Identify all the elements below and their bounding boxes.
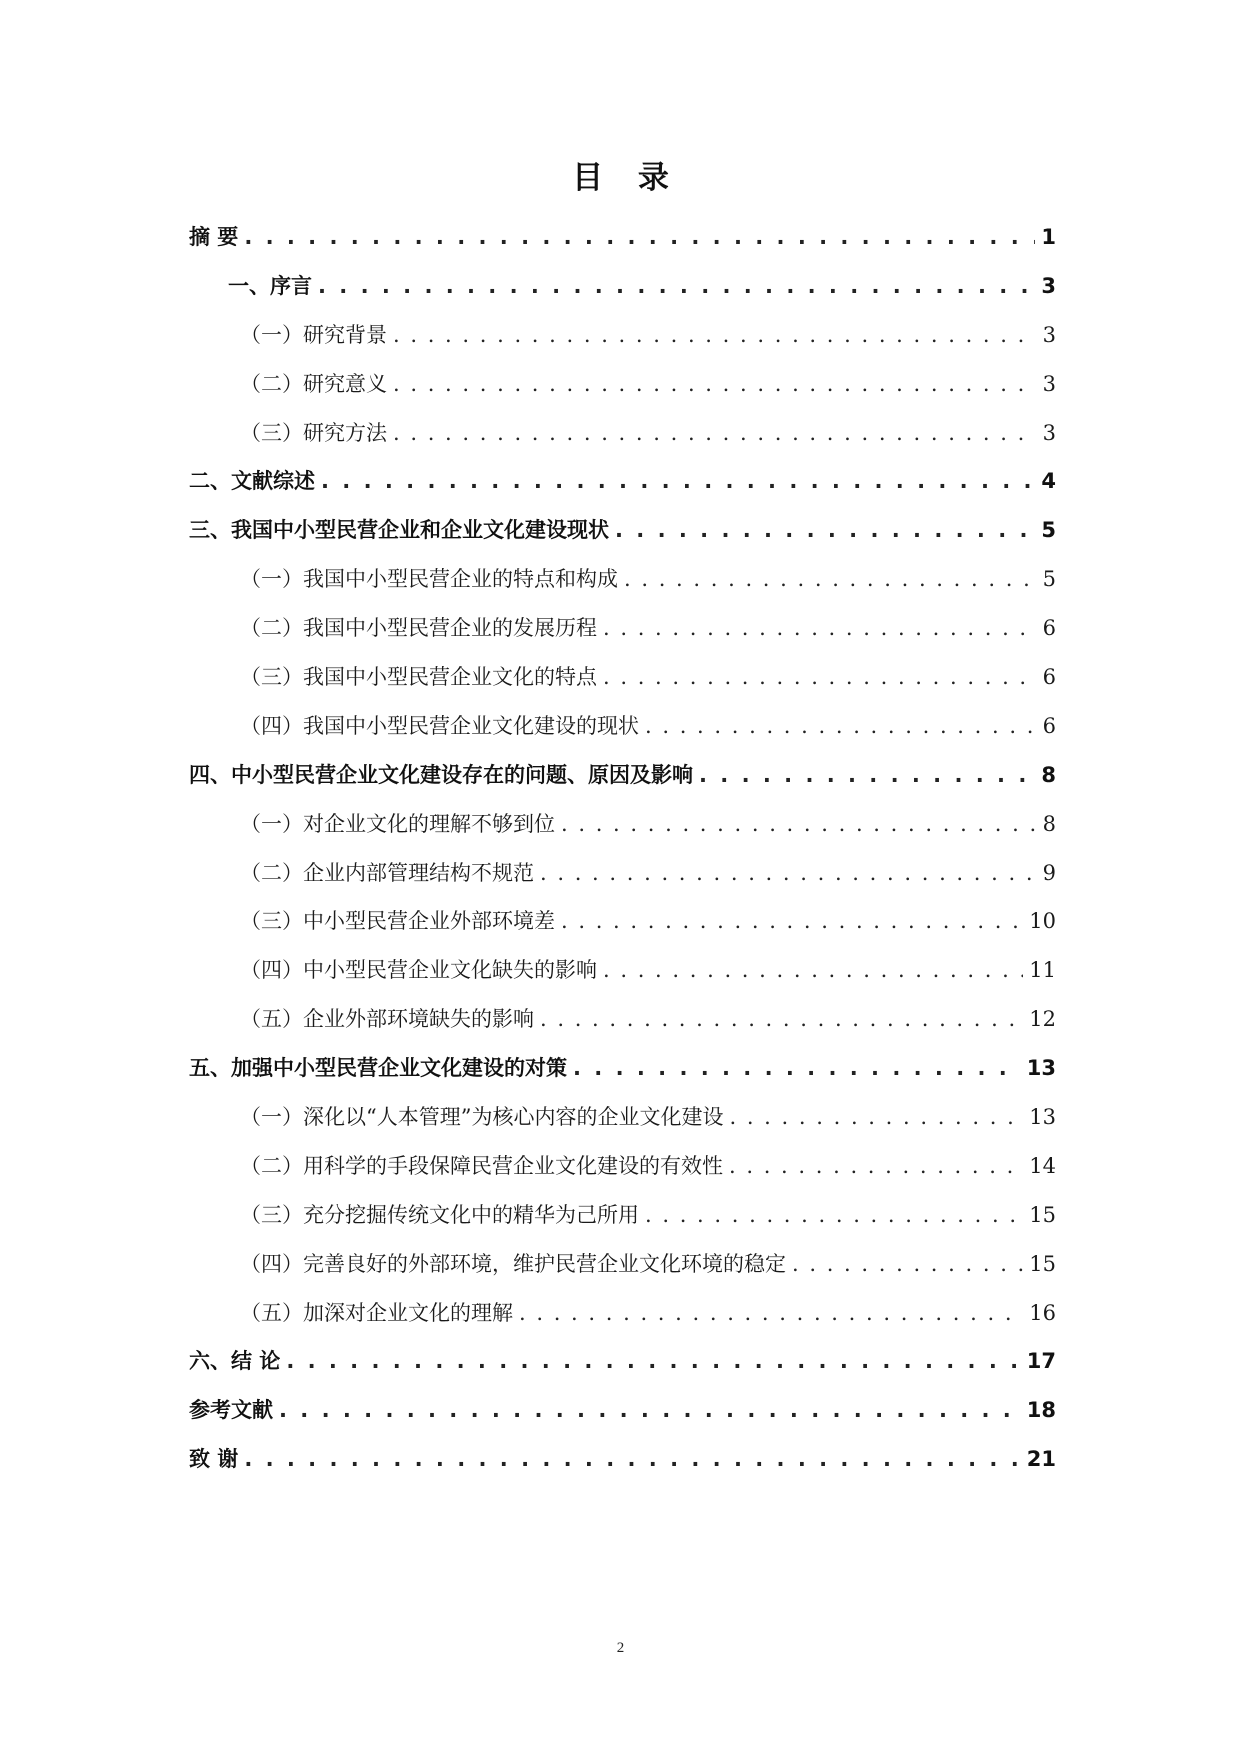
toc-entry-label: （三）充分挖掘传统文化中的精华为己所用 <box>240 1202 639 1227</box>
page-number: 2 <box>616 1640 625 1656</box>
toc-entry[interactable] <box>189 809 1056 858</box>
toc-entry[interactable] <box>189 564 1056 613</box>
toc-entry[interactable] <box>189 1444 1056 1493</box>
dot-leader <box>603 662 1037 692</box>
toc-entry[interactable] <box>189 1004 1056 1053</box>
toc-entry-label: （二）我国中小型民营企业的发展历程 <box>240 616 597 641</box>
toc-entry[interactable] <box>189 1200 1056 1249</box>
dot-leader <box>540 1004 1023 1034</box>
toc-entry-page-number: 17 <box>1026 1349 1056 1374</box>
dot-leader <box>321 466 1035 496</box>
dot-leader <box>603 955 1023 985</box>
page-title: 目 录 <box>572 160 681 196</box>
dot-leader <box>286 1346 1020 1376</box>
dot-leader <box>624 564 1037 594</box>
toc-entry-page-number: 6 <box>1042 665 1056 690</box>
toc-entry-page-number: 10 <box>1029 909 1056 934</box>
toc-entry[interactable] <box>189 1102 1056 1151</box>
toc-entry[interactable] <box>189 1249 1056 1298</box>
dot-leader <box>279 1395 1021 1425</box>
toc-entry-page-number: 15 <box>1029 1202 1056 1227</box>
toc-entry[interactable] <box>189 955 1056 1004</box>
dot-leader <box>561 906 1023 936</box>
toc-entry-label: （三）研究方法 <box>240 420 387 445</box>
toc-entry-label: 四、中小型民营企业文化建设存在的问题、原因及影响 <box>189 762 693 787</box>
toc-entry[interactable] <box>189 271 1056 320</box>
toc-entry[interactable] <box>189 369 1056 418</box>
toc-entry[interactable] <box>189 1395 1056 1444</box>
toc-entry-page-number: 9 <box>1042 860 1056 885</box>
dot-leader <box>645 1200 1023 1230</box>
toc-entry[interactable] <box>189 711 1056 760</box>
toc-entry-label: （一）深化以“人本管理”为核心内容的企业文化建设 <box>240 1105 724 1130</box>
toc-entry-page-number: 8 <box>1042 811 1056 836</box>
toc-entry-label: （五）加深对企业文化的理解 <box>240 1300 513 1325</box>
toc-entry[interactable] <box>189 1298 1056 1347</box>
toc-entry-label: （四）完善良好的外部环境，维护民营企业文化环境的稳定 <box>240 1251 786 1276</box>
dot-leader <box>244 222 1035 252</box>
toc-entry-page-number: 6 <box>1042 616 1056 641</box>
toc-entry[interactable] <box>189 222 1056 271</box>
toc-entry-page-number: 21 <box>1026 1447 1056 1472</box>
toc-entry-label: （一）研究背景 <box>240 322 387 347</box>
toc-entry-page-number: 12 <box>1029 1007 1056 1032</box>
toc-entry-label: 致 谢 <box>189 1447 239 1472</box>
toc-entry-page-number: 3 <box>1042 420 1056 445</box>
toc-entry-page-number: 3 <box>1042 371 1056 396</box>
toc-entry[interactable] <box>189 418 1056 467</box>
toc-entry-page-number: 18 <box>1026 1398 1056 1423</box>
toc-entry[interactable] <box>189 906 1056 955</box>
toc-entry-page-number: 5 <box>1041 518 1056 543</box>
toc-entry[interactable] <box>189 1053 1056 1102</box>
toc-entry[interactable] <box>189 320 1056 369</box>
toc-entry-page-number: 6 <box>1042 713 1056 738</box>
toc-entry[interactable] <box>189 613 1056 662</box>
toc-entry[interactable] <box>189 858 1056 907</box>
dot-leader <box>645 711 1037 741</box>
dot-leader <box>729 1151 1023 1181</box>
toc-entry-page-number: 3 <box>1042 322 1056 347</box>
toc-entry-label: （四）我国中小型民营企业文化建设的现状 <box>240 713 639 738</box>
toc-entry[interactable] <box>189 466 1056 515</box>
toc-entry-label: （二）研究意义 <box>240 371 387 396</box>
toc-entry-page-number: 13 <box>1029 1105 1056 1130</box>
toc-entry-label: 摘 要 <box>189 225 239 249</box>
toc-entry-label: （三）我国中小型民营企业文化的特点 <box>240 665 597 690</box>
toc-entry-label: （四）中小型民营企业文化缺失的影响 <box>240 958 597 983</box>
dot-leader <box>393 418 1037 448</box>
dot-leader <box>519 1298 1023 1328</box>
toc-entry[interactable] <box>189 515 1056 564</box>
toc-entry[interactable] <box>189 760 1056 809</box>
dot-leader <box>318 271 1035 301</box>
toc-entry-label: 三、我国中小型民营企业和企业文化建设现状 <box>189 518 609 543</box>
dot-leader <box>729 1102 1023 1132</box>
dot-leader <box>540 858 1037 888</box>
toc-entry-label: 六、结 论 <box>189 1349 281 1374</box>
toc-entry-label: （一）对企业文化的理解不够到位 <box>240 811 555 836</box>
toc-entry[interactable] <box>189 662 1056 711</box>
table-of-contents <box>189 222 1056 1493</box>
dot-leader <box>393 320 1037 350</box>
toc-entry[interactable] <box>189 1151 1056 1200</box>
toc-entry-page-number: 1 <box>1041 225 1056 249</box>
toc-entry-label: 二、文献综述 <box>189 469 315 494</box>
dot-leader <box>615 515 1035 545</box>
dot-leader <box>573 1053 1021 1083</box>
dot-leader <box>561 809 1037 839</box>
toc-entry-page-number: 16 <box>1029 1300 1056 1325</box>
toc-entry-page-number: 11 <box>1029 958 1056 983</box>
dot-leader <box>792 1249 1023 1279</box>
toc-entry-label: 五、加强中小型民营企业文化建设的对策 <box>189 1056 567 1081</box>
dot-leader <box>603 613 1037 643</box>
dot-leader <box>244 1444 1020 1474</box>
toc-entry-page-number: 8 <box>1041 762 1056 787</box>
toc-entry-label: （五）企业外部环境缺失的影响 <box>240 1007 534 1032</box>
toc-entry-label: （二）用科学的手段保障民营企业文化建设的有效性 <box>240 1153 723 1178</box>
dot-leader <box>393 369 1037 399</box>
toc-entry-label: 一、序言 <box>228 273 312 298</box>
toc-entry[interactable] <box>189 1346 1056 1395</box>
toc-entry-label: 参考文献 <box>189 1398 273 1423</box>
toc-entry-label: （二）企业内部管理结构不规范 <box>240 860 534 885</box>
toc-entry-page-number: 13 <box>1026 1056 1056 1081</box>
toc-entry-label: （一）我国中小型民营企业的特点和构成 <box>240 567 618 592</box>
toc-entry-page-number: 3 <box>1041 273 1056 298</box>
toc-entry-page-number: 15 <box>1029 1251 1056 1276</box>
dot-leader <box>699 760 1035 790</box>
toc-entry-page-number: 5 <box>1042 567 1056 592</box>
toc-entry-page-number: 4 <box>1041 469 1056 494</box>
toc-entry-label: （三）中小型民营企业外部环境差 <box>240 909 555 934</box>
toc-entry-page-number: 14 <box>1029 1153 1056 1178</box>
